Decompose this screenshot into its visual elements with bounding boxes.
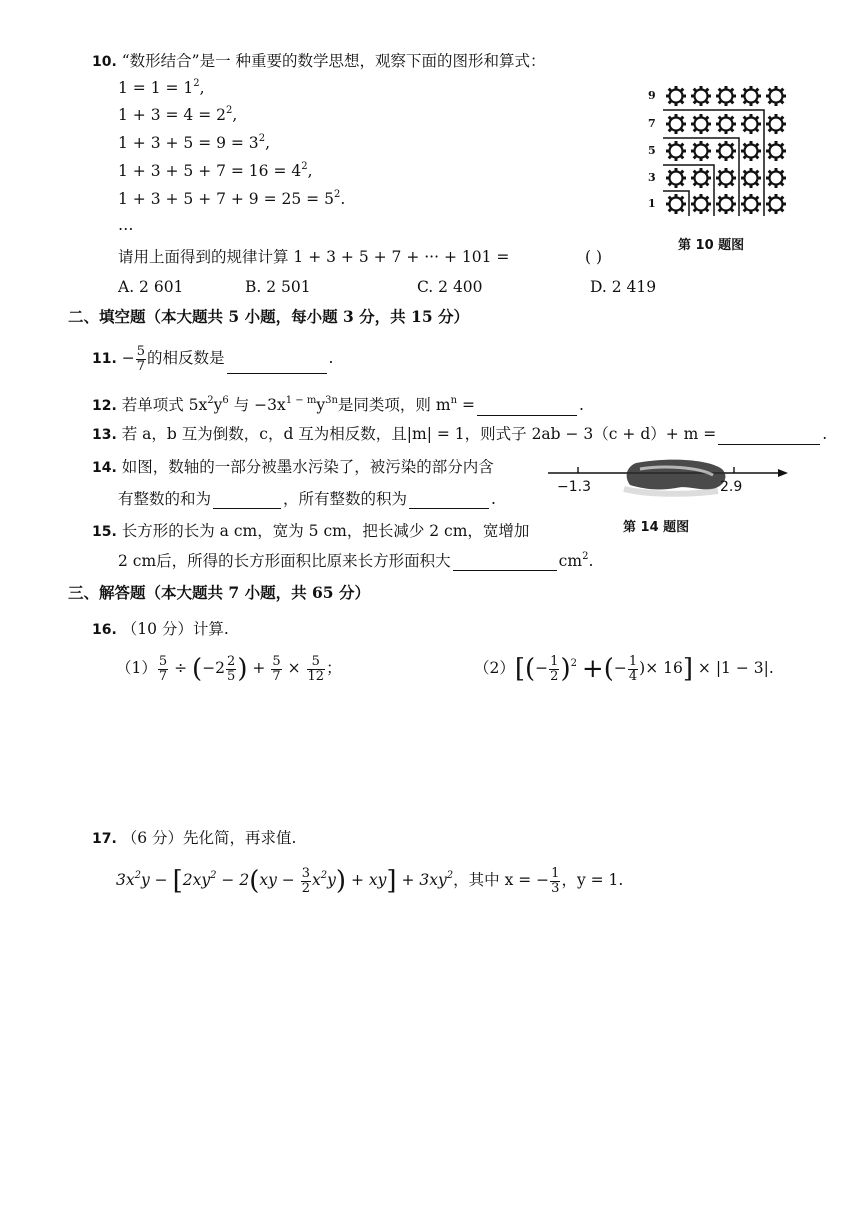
q14-axis-label-left: −1.3 bbox=[557, 479, 591, 495]
q14-figure-caption: 第 14 题图 bbox=[623, 520, 690, 535]
q10-figure-grid bbox=[648, 86, 793, 216]
q10-intro-line bbox=[92, 51, 546, 72]
section2-title: 二、填空题（本大题共 5 小题，每小题 3 分，共 15 分） bbox=[68, 307, 470, 326]
q10-figure-label-5: 5 bbox=[648, 144, 656, 157]
q15-line-1: 15. 长方形的长为 a cm，宽为 5 cm，把长减少 2 cm，宽增加 bbox=[92, 522, 530, 540]
q12-line: 12. 若单项式 $5x^2y^6$ 与 $-3x^{1 - m}y^{3n}$是同类项，则 $m^n$ = . bbox=[92, 395, 584, 414]
q13-line: 13. 若 a，b 互为倒数，c，d 互为相反数，且|m| = 1，则式子 2ab − 3（c + d）+ m = . bbox=[92, 425, 828, 443]
q14-sum-blank[interactable] bbox=[213, 492, 281, 509]
q17-header: 17. （6 分）先化简，再求值. bbox=[92, 829, 297, 847]
q14-line-2: 有整数的和为 ，所有整数的积为 . bbox=[118, 490, 496, 508]
q13-number: 13. bbox=[92, 427, 117, 443]
q14-axis-label-right: 2.9 bbox=[720, 479, 743, 495]
q10-figure-label-1: 1 bbox=[648, 197, 656, 210]
q17-number: 17. bbox=[92, 831, 117, 847]
arrow-icon bbox=[778, 469, 788, 477]
q16-number: 16. bbox=[92, 622, 117, 638]
q10-figure-caption: 第 10 题图 bbox=[678, 238, 745, 253]
q14-line-1: 14. 如图，数轴的一部分被墨水污染了，被污染的部分内含 bbox=[92, 458, 494, 476]
q17-expression: $3x^2y - [2xy^2 - 2(xy$ − $\frac{3}{2}$ $x^2y) + xy] + 3xy^2$，其中 x = − $\frac{1}{3}$ ，y = 1. bbox=[116, 865, 624, 896]
q11-number: 11. bbox=[92, 351, 117, 367]
q10-intro: “数形结合”是一 种重要的数学思想，观察下面的图形和算式： bbox=[121, 52, 546, 70]
q10-ask: 请用上面得到的规律计算 1 + 3 + 5 + 7 + ··· + 101 = bbox=[118, 248, 510, 266]
q16-part-2: （2）[(− $\frac{1}{2}$ )$^2$ +(− $\frac{1}{4}$ )× 16] × |1 − 3|. bbox=[474, 653, 774, 684]
q10-option-c: C. 2 400 bbox=[417, 278, 483, 296]
q10-option-d: D. 2 419 bbox=[590, 278, 657, 296]
q10-number: 10. bbox=[92, 54, 117, 70]
q12-number: 12. bbox=[92, 398, 117, 414]
q15-answer-blank[interactable] bbox=[453, 554, 557, 571]
gear-icons bbox=[666, 86, 786, 214]
q10-option-b: B. 2 501 bbox=[245, 278, 311, 296]
q13-answer-blank[interactable] bbox=[718, 428, 820, 445]
q16-header: 16. （10 分）计算. bbox=[92, 620, 229, 638]
q11-line: 11. − $\frac{5}{7}$ 的相反数是 . bbox=[92, 343, 334, 374]
q10-line-4: $1 + 3 + 5 + 7 = 16 = 4^2$, bbox=[118, 161, 313, 180]
q14-number-line-figure bbox=[548, 455, 788, 505]
q10-line-5: $1 + 3 + 5 + 7 + 9 = 25 = 5^2$. bbox=[118, 189, 346, 208]
q10-figure-l-shapes bbox=[663, 110, 764, 216]
q10-figure-label-7: 7 bbox=[648, 117, 656, 130]
q10-option-a: A. 2 601 bbox=[118, 278, 184, 296]
q10-figure-label-3: 3 bbox=[648, 171, 656, 184]
q12-answer-blank[interactable] bbox=[477, 399, 577, 416]
q11-answer-blank[interactable] bbox=[227, 357, 327, 374]
q10-line-3: $1 + 3 + 5 = 9 = 3^2$, bbox=[118, 133, 270, 152]
q10-line-1: $1 = 1 = 1^2$, bbox=[118, 78, 205, 97]
section3-title: 三、解答题（本大题共 7 小题，共 65 分） bbox=[68, 583, 370, 602]
q16-part-1: （1） $\frac{5}{7}$ ÷ (−2 $\frac{2}{5}$ ) + $\frac{5}{7}$ × $\frac{5}{12}$ ； bbox=[116, 653, 342, 684]
q10-ellipsis: … bbox=[118, 216, 134, 234]
q14-product-blank[interactable] bbox=[409, 492, 489, 509]
q10-figure-label-9: 9 bbox=[648, 89, 656, 102]
q10-answer-paren: ( ) bbox=[585, 248, 603, 266]
q14-number: 14. bbox=[92, 460, 117, 476]
q10-figure bbox=[648, 86, 793, 216]
q15-number: 15. bbox=[92, 524, 117, 540]
q15-line-2: 2 cm后，所得的长方形面积比原来长方形面积大 $cm^2$. bbox=[118, 551, 594, 570]
q10-line-2: $1 + 3 = 4 = 2^2$, bbox=[118, 105, 238, 124]
